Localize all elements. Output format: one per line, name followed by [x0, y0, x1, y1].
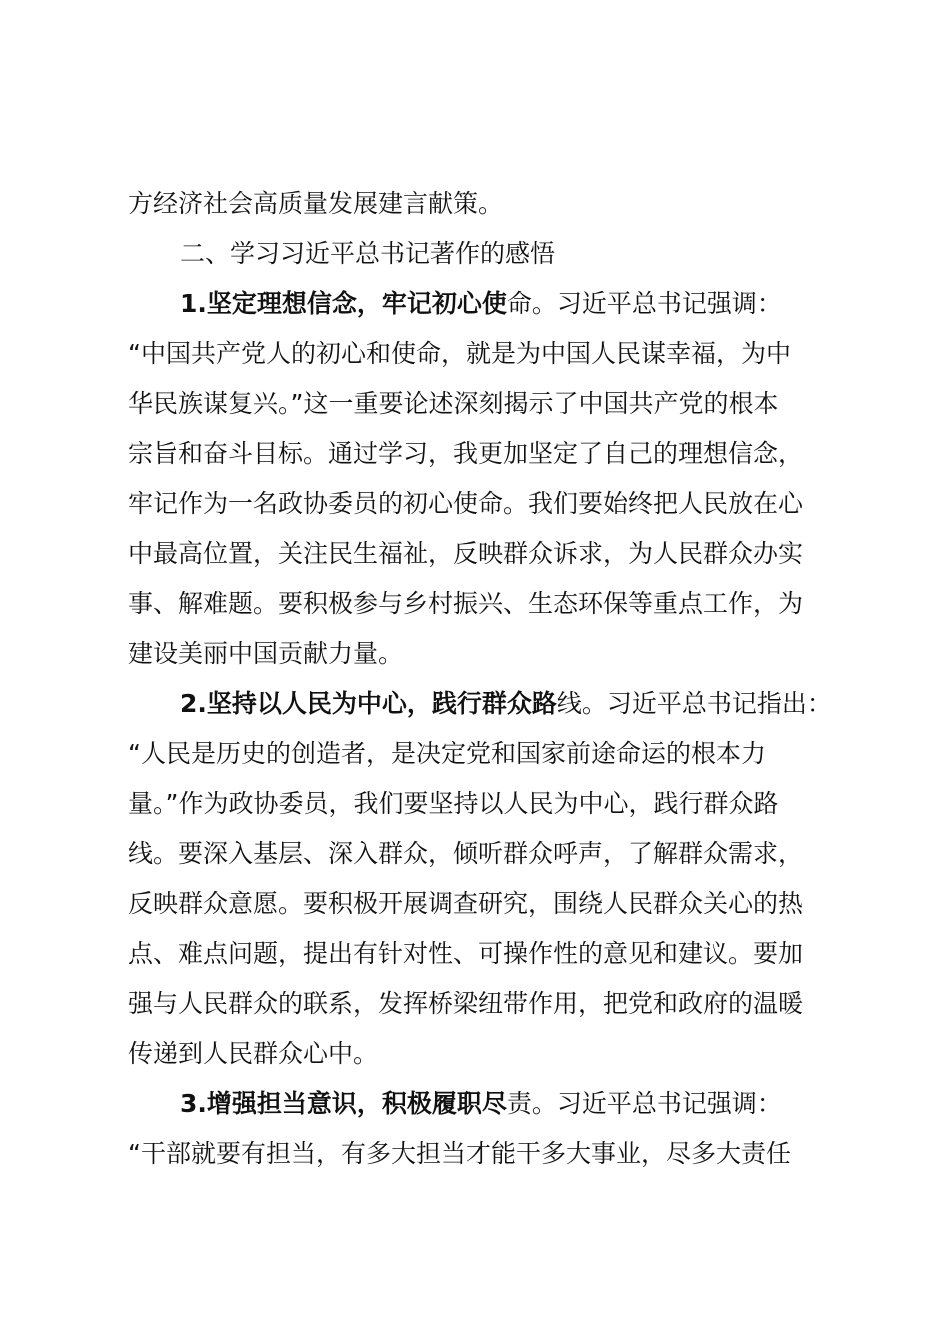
paragraph-line: “中国共产党人的初心和使命，就是为中国人民谋幸福，为中 — [128, 339, 791, 368]
paragraph-line: 线。要深入基层、深入群众，倾听群众呼声，了解群众需求， — [128, 839, 804, 868]
paragraph-line: 点、难点问题，提出有针对性、可操作性的意见和建议。要加 — [128, 939, 804, 968]
paragraph-line: 强与人民群众的联系，发挥桥梁纽带作用，把党和政府的温暖 — [128, 989, 804, 1018]
paragraph-text: 命。习近平总书记强调： — [506, 289, 782, 318]
paragraph-line: 华民族谋复兴。”这一重要论述深刻揭示了中国共产党的根本 — [128, 389, 779, 418]
paragraph-line: 建设美丽中国贡献力量。 — [128, 639, 404, 668]
paragraph-line: “干部就要有担当，有多大担当才能干多大事业，尽多大责任 — [128, 1139, 791, 1168]
paragraph-line: 方经济社会高质量发展建言献策。 — [128, 189, 504, 218]
paragraph-text: 线。习近平总书记指出： — [556, 689, 832, 718]
paragraph-line: 反映群众意愿。要积极开展调查研究，围绕人民群众关心的热 — [128, 889, 804, 918]
point-heading: 1.坚定理想信念，牢记初心使 — [180, 289, 507, 318]
paragraph-line: 中最高位置，关注民生福祉，反映群众诉求，为人民群众办实 — [128, 539, 804, 568]
paragraph-line: 牢记作为一名政协委员的初心使命。我们要始终把人民放在心 — [128, 489, 804, 518]
paragraph-line — [128, 1079, 838, 1129]
paragraph-line — [128, 679, 838, 729]
paragraph-line: 事、解难题。要积极参与乡村振兴、生态环保等重点工作，为 — [128, 589, 804, 618]
point-heading: 2.坚持以人民为中心，践行群众路 — [180, 689, 557, 718]
document-body — [128, 179, 838, 1179]
section-heading: 二、学习习近平总书记著作的感悟 — [180, 239, 556, 268]
paragraph-line — [128, 279, 838, 329]
paragraph-line: 传递到人民群众心中。 — [128, 1039, 379, 1068]
paragraph-line: 宗旨和奋斗目标。通过学习，我更加坚定了自己的理想信念， — [128, 439, 804, 468]
paragraph-line: 量。”作为政协委员，我们要坚持以人民为中心，践行群众路 — [128, 789, 779, 818]
point-heading: 3.增强担当意识，积极履职尽 — [180, 1089, 507, 1118]
paragraph-line: “人民是历史的创造者，是决定党和国家前途命运的根本力 — [128, 739, 766, 768]
paragraph-text: 责。习近平总书记强调： — [506, 1089, 782, 1118]
